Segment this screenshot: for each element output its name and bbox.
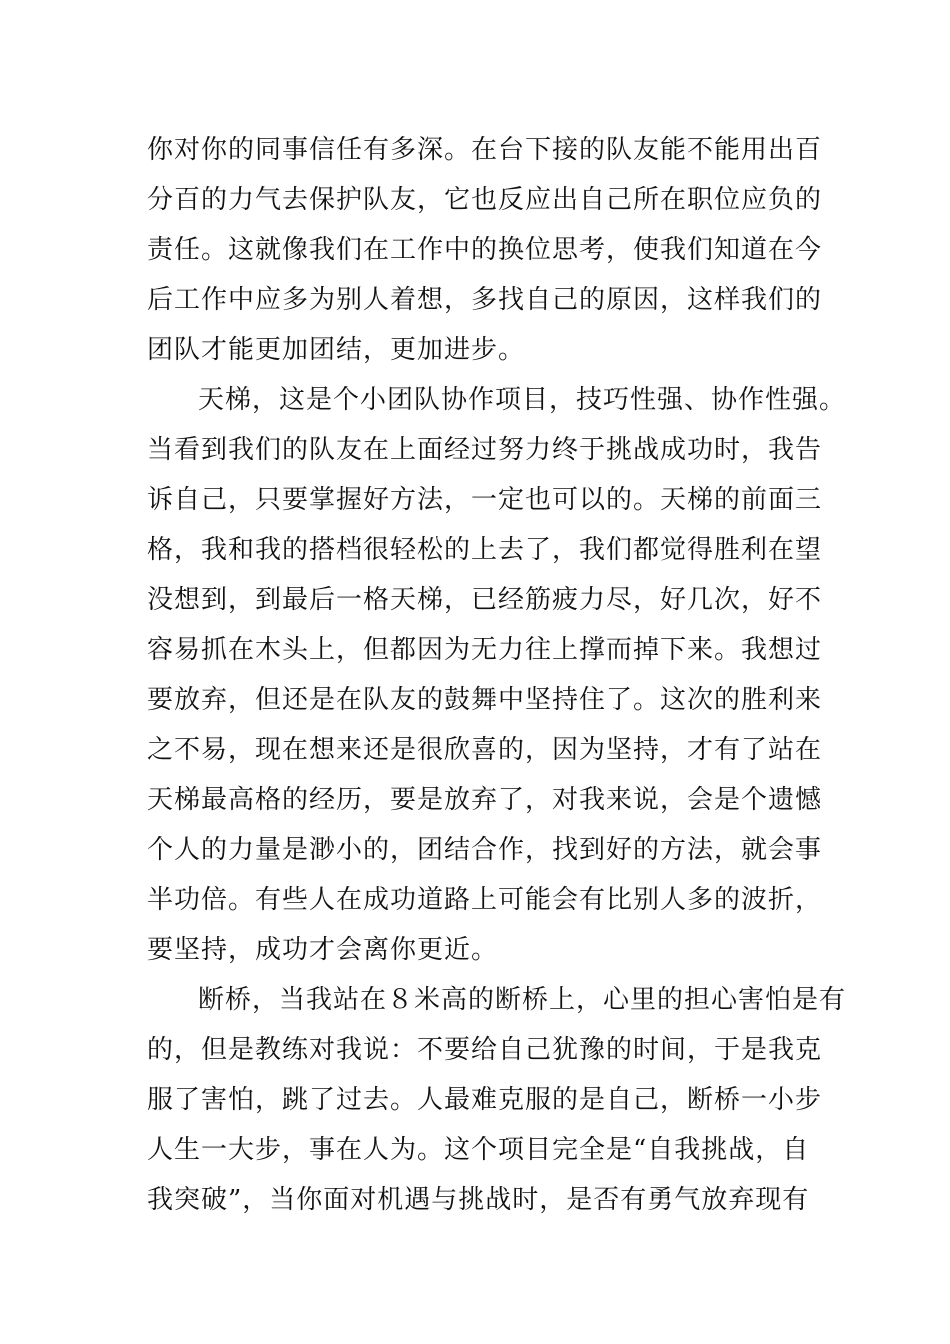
text-line: 半功倍。有些人在成功道路上可能会有比别人多的波折， [147, 885, 823, 915]
text-line: 要坚持，成功才会离你更近。 [147, 935, 499, 965]
paragraph-start-line: 天梯，这是个小团队协作项目，技巧性强、协作性强。 [198, 385, 847, 415]
text-line: 责任。这就像我们在工作中的换位思考，使我们知道在今 [147, 235, 823, 265]
text-line: 要放弃，但还是在队友的鼓舞中坚持住了。这次的胜利来 [147, 685, 823, 715]
text-line: 之不易，现在想来还是很欣喜的，因为坚持，才有了站在 [147, 735, 823, 765]
text-line: 的，但是教练对我说：不要给自己犹豫的时间，于是我克 [147, 1035, 823, 1065]
text-line: 团队才能更加团结，更加进步。 [147, 335, 526, 365]
text-line: 人生一大步，事在人为。这个项目完全是“自我挑战，自 [147, 1135, 810, 1165]
text-line: 服了害怕，跳了过去。人最难克服的是自己，断桥一小步 [147, 1085, 823, 1115]
text-line: 我突破”，当你面对机遇与挑战时，是否有勇气放弃现有 [147, 1185, 810, 1215]
paragraph-start-line: 断桥，当我站在８米高的断桥上，心里的担心害怕是有 [198, 985, 847, 1015]
text-line: 后工作中应多为别人着想，多找自己的原因，这样我们的 [147, 285, 823, 315]
text-line: 分百的力气去保护队友，它也反应出自己所在职位应负的 [147, 185, 823, 215]
text-line: 你对你的同事信任有多深。在台下接的队友能不能用出百 [147, 135, 823, 165]
text-line: 天梯最高格的经历，要是放弃了，对我来说，会是个遗憾 [147, 785, 823, 815]
text-line: 没想到，到最后一格天梯，已经筋疲力尽，好几次，好不 [147, 585, 823, 615]
text-line: 格，我和我的搭档很轻松的上去了，我们都觉得胜利在望 [147, 535, 823, 565]
text-line: 容易抓在木头上，但都因为无力往上撑而掉下来。我想过 [147, 635, 823, 665]
text-line: 个人的力量是渺小的，团结合作，找到好的方法，就会事 [147, 835, 823, 865]
text-line: 当看到我们的队友在上面经过努力终于挑战成功时，我告 [147, 435, 823, 465]
text-line: 诉自己，只要掌握好方法，一定也可以的。天梯的前面三 [147, 485, 823, 515]
